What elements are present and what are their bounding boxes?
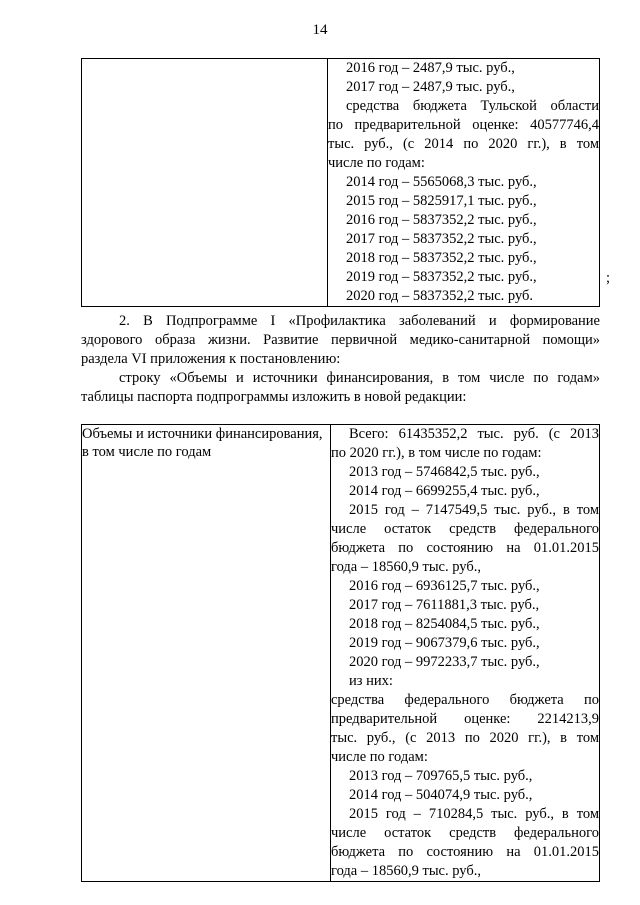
table1-line: 2017 год – 2487,9 тыс. руб., [346, 79, 515, 95]
table1-line: числе по годам: [328, 155, 425, 171]
table2-line: 2014 год – 6699255,4 тыс. руб., [349, 483, 540, 499]
table1-line: 2019 год – 5837352,2 тыс. руб., [346, 269, 537, 285]
page-number: 14 [312, 22, 328, 38]
table1-trailing-semicolon: ; [606, 270, 611, 286]
table2-line: по 2020 гг.), в том числе по годам: [331, 445, 542, 461]
table2-line: 2020 год – 9972233,7 тыс. руб., [349, 654, 540, 670]
funding-table-new [81, 424, 600, 882]
table1-line: 2016 год – 5837352,2 тыс. руб., [346, 212, 537, 228]
table2-left-cell [82, 425, 331, 882]
table1-line: тыс. руб., (с 2014 по 2020 гг.), в том [328, 136, 599, 152]
table2-line: 2018 год – 8254084,5 тыс. руб., [349, 616, 540, 632]
table2-line: 2015 год – 7147549,5 тыс. руб., в том [349, 502, 599, 518]
table2-line: 2013 год – 709765,5 тыс. руб., [349, 768, 533, 784]
table2-line: 2019 год – 9067379,6 тыс. руб., [349, 635, 540, 651]
table2-line: 2015 год – 710284,5 тыс. руб., в том [349, 806, 599, 822]
table2-right-cell [331, 425, 600, 882]
table2-line: бюджета по состоянию на 01.01.2015 [331, 540, 599, 556]
paragraph-line: 2. В Подпрограмме I «Профилактика заболеваний и формирование [119, 313, 600, 329]
table1-line: 2018 год – 5837352,2 тыс. руб., [346, 250, 537, 266]
table1-left-cell [82, 59, 328, 307]
table1-line: 2020 год – 5837352,2 тыс. руб. [346, 288, 534, 304]
table2-line: предварительной оценке: 2214213,9 [331, 711, 599, 727]
table2-left-label: Объемы и источники финансирования, в том числе по годам [82, 426, 323, 460]
table1-line: средства бюджета Тульской области [346, 98, 599, 114]
table1-line: 2015 год – 5825917,1 тыс. руб., [346, 193, 537, 209]
paragraph-line: здорового образа жизни. Развитие первичной медико-санитарной помощи» [81, 332, 600, 348]
table1-line: по предварительной оценке: 40577746,4 [328, 117, 599, 133]
table2-line: тыс. руб., (с 2013 по 2020 гг.), в том [331, 730, 599, 746]
table1-right-cell [328, 59, 600, 307]
paragraph-line: строку «Объемы и источники финансирования, в том числе по годам» [119, 370, 600, 386]
amendment-paragraph [81, 312, 600, 407]
table2-line: бюджета по состоянию на 01.01.2015 [331, 844, 599, 860]
paragraph-line: таблицы паспорта подпрограммы изложить в новой редакции: [81, 389, 467, 405]
table2-line: года – 18560,9 тыс. руб., [331, 559, 481, 575]
table2-line: Всего: 61435352,2 тыс. руб. (с 2013 [349, 426, 599, 442]
table2-line: средства федерального бюджета по [331, 692, 599, 708]
table1-line: 2014 год – 5565068,3 тыс. руб., [346, 174, 537, 190]
table2-line: года – 18560,9 тыс. руб., [331, 863, 481, 879]
funding-table-continued [81, 58, 600, 307]
table2-line: 2017 год – 7611881,3 тыс. руб., [349, 597, 540, 613]
paragraph-line: раздела VI приложения к постановлению: [81, 351, 341, 367]
table2-line: числе остаток средств федерального [331, 521, 599, 537]
table2-line: числе по годам: [331, 749, 428, 765]
table2-line: 2016 год – 6936125,7 тыс. руб., [349, 578, 540, 594]
table2-line: 2013 год – 5746842,5 тыс. руб., [349, 464, 540, 480]
table2-line: 2014 год – 504074,9 тыс. руб., [349, 787, 533, 803]
table2-line: из них: [349, 673, 393, 689]
table1-line: 2017 год – 5837352,2 тыс. руб., [346, 231, 537, 247]
table1-line: 2016 год – 2487,9 тыс. руб., [346, 60, 515, 76]
table2-line: числе остаток средств федерального [331, 825, 599, 841]
